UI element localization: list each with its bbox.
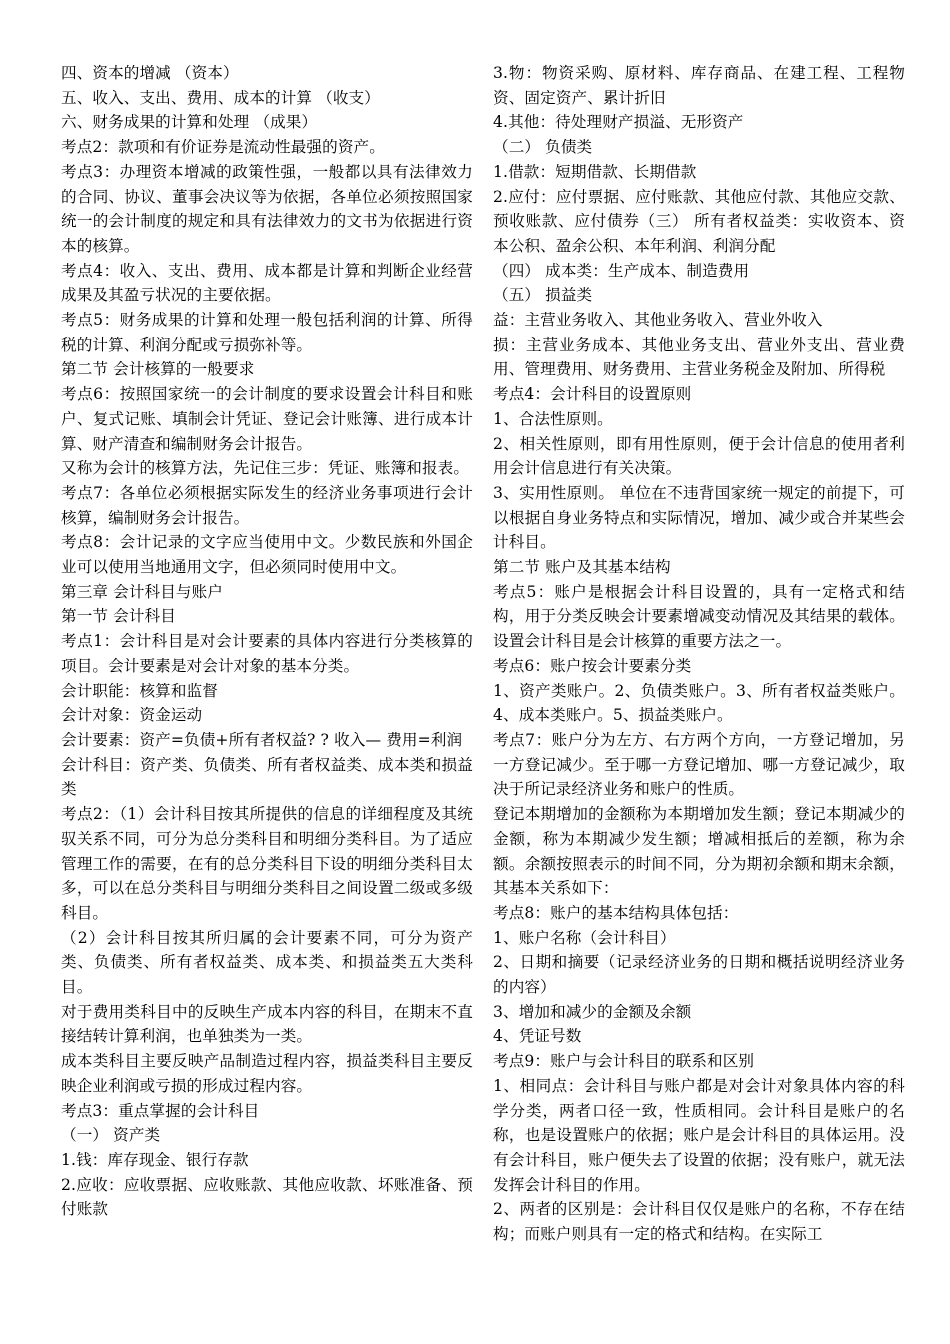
paragraph: 会计对象：资金运动: [61, 706, 203, 725]
paragraph: 四、资本的增减 （资本）: [61, 64, 239, 82]
paragraph: 考点3：重点掌握的会计科目: [61, 1101, 260, 1120]
paragraph: 成本类科目主要反映产品制造过程内容，损益类科目主要反映企业利润或亏损的形成过程内容。: [61, 1052, 473, 1095]
list-item: 1.钱：库存现金、银行存款: [61, 1150, 249, 1169]
left-column: [61, 61, 473, 1222]
paragraph: 考点4：收入、支出、费用、成本都是计算和判断企业经营成果及其盈亏状况的主要依据。: [61, 261, 473, 305]
list-item: 2.应付：应付票据、应付账款、其他应付款、其他应交款、预收账款、应付债券（三） 所有者权益类：实收资本、资本公积、盈余公积、本年利润、利润分配: [493, 187, 905, 255]
paragraph: 考点9：账户与会计科目的联系和区别: [493, 1052, 755, 1071]
list-item: 3、实用性原则。 单位在不违背国家统一规定的前提下，可以根据自身业务特点和实际情况，增加、减少或合并某些会计科目。: [493, 483, 905, 552]
paragraph: 考点6：按照国家统一的会计制度的要求设置会计科目和账户、复式记账、填制会计凭证、登记会计账簿、进行成本计算、财产清查和编制财务会计报告。: [61, 385, 473, 453]
section-heading: 第二节 账户及其基本结构: [493, 558, 671, 577]
paragraph: 考点6：账户按会计要素分类: [493, 656, 692, 675]
list-item: 3、增加和减少的金额及余额: [493, 1002, 692, 1021]
paragraph: 会计职能：核算和监督: [61, 681, 218, 700]
paragraph: 六、财务成果的计算和处理 （成果）: [61, 113, 318, 132]
list-item: 4.其他：待处理财产损溢、无形资产: [493, 113, 744, 132]
paragraph: 考点2：款项和有价证券是流动性最强的资产。: [61, 138, 385, 157]
chapter-heading: 第三章 会计科目与账户: [61, 582, 223, 601]
paragraph: 考点8：账户的基本结构具体包括：: [493, 903, 739, 922]
paragraph: 考点3：办理资本增减的政策性强，一般都以具有法律效力的合同、协议、董事会决议等为依据，各单位必须按照国家统一的会计制度的规定和具有法律效力的文书为依据进行资本的核算。: [61, 162, 473, 255]
paragraph: 会计要素：资产=负债+所有者权益? ? 收入— 费用=利润: [61, 730, 463, 749]
subsection-heading: （四） 成本类：生产成本、制造费用: [493, 261, 750, 280]
paragraph: 会计科目：资产类、负债类、所有者权益类、成本类和损益类: [61, 755, 473, 799]
right-column: [493, 61, 905, 1247]
paragraph: 考点7：账户分为左方、右方两个方向，一方登记增加，另一方登记减少。至于哪一方登记增加、哪一方登记减少，取决于所记录经济业务和账户的性质。: [493, 730, 905, 799]
paragraph: 登记本期增加的金额称为本期增加发生额；登记本期减少的金额，称为本期减少发生额；增减相抵后的差额，称为余额。余额按照表示的时间不同，分为期初余额和期末余额，其基本关系如下：: [493, 805, 905, 898]
paragraph: 考点4：会计科目的设置原则: [493, 385, 692, 404]
section-heading: 第一节 会计科目: [61, 607, 176, 626]
list-item: 1、相同点：会计科目与账户都是对会计对象具体内容的科学分类，两者口径一致，性质相同。会计科目是账户的名称，也是设置账户的依据；账户是会计科目的具体运用。没有会计科目，账户便失去了设置的依据；没有账户，就无法发挥会计科目的作用。: [493, 1076, 905, 1194]
list-item: 3.物：物资采购、原材料、库存商品、在建工程、工程物资、固定资产、累计折旧: [493, 64, 905, 107]
paragraph: 对于费用类科目中的反映生产成本内容的科目，在期末不直接结转计算利润，也单独类为一类。: [61, 1002, 473, 1046]
list-item: 1、合法性原则。: [493, 409, 613, 428]
subsection-heading: （一） 资产类: [61, 1126, 161, 1145]
paragraph: 考点7：各单位必须根据实际发生的经济业务事项进行会计核算，编制财务会计报告。: [61, 483, 473, 527]
list-item: 4、凭证号数: [493, 1027, 582, 1046]
paragraph: 又称为会计的核算方法，先记住三步：凭证、账簿和报表。: [61, 459, 470, 478]
list-item: 2、日期和摘要（记录经济业务的日期和概括说明经济业务的内容）: [493, 953, 905, 997]
list-item: 1、资产类账户。2、负债类账户。3、所有者权益类账户。4、成本类账户。5、损益类账户。: [493, 681, 905, 725]
list-item: 1、账户名称（会计科目）: [493, 928, 676, 947]
list-item: 益：主营业务收入、其他业务收入、营业外收入: [493, 311, 823, 330]
paragraph: 考点8：会计记录的文字应当使用中文。少数民族和外国企业可以使用当地通用文字，但必须同时使用中文。: [61, 533, 473, 577]
subsection-heading: （二） 负债类: [493, 138, 593, 157]
section-heading: 第二节 会计核算的一般要求: [61, 360, 255, 379]
paragraph: 考点5：账户是根据会计科目设置的，具有一定格式和结构，用于分类反映会计要素增减变动情况及其结果的载体。 设置会计科目是会计核算的重要方法之一。: [493, 582, 905, 651]
paragraph: 考点1：会计科目是对会计要素的具体内容进行分类核算的项目。会计要素是对会计对象的基本分类。: [61, 632, 473, 675]
paragraph: 考点2：（1）会计科目按其所提供的信息的详细程度及其统驭关系不同，可分为总分类科目和明细分类科目。为了适应管理工作的需要，在有的总分类科目下设的明细分类科目太多，可以在总分类科目与明细分类科目之间设置二级或多级科目。: [61, 805, 473, 922]
paragraph: 五、收入、支出、费用、成本的计算 （收支）: [61, 88, 380, 107]
list-item: 1.借款：短期借款、长期借款: [493, 162, 697, 181]
subsection-heading: （五） 损益类: [493, 286, 593, 305]
list-item: 损：主营业务成本、其他业务支出、营业外支出、营业费用、管理费用、财务费用、主营业务税金及附加、所得税: [493, 335, 905, 379]
list-item: 2、两者的区别是：会计科目仅仅是账户的名称，不存在结构；而账户则具有一定的格式和结构。在实际工: [493, 1200, 905, 1244]
list-item: 2.应收：应收票据、应收账款、其他应收款、坏账准备、预付账款: [61, 1175, 473, 1219]
list-item: 2、相关性原则，即有用性原则，便于会计信息的使用者利用会计信息进行有关决策。: [493, 434, 905, 478]
paragraph: （2）会计科目按其所归属的会计要素不同，可分为资产类、负债类、所有者权益类、成本类、和损益类五大类科目。: [61, 928, 473, 997]
paragraph: 考点5：财务成果的计算和处理一般包括利润的计算、所得税的计算、利润分配或亏损弥补等。: [61, 311, 473, 354]
